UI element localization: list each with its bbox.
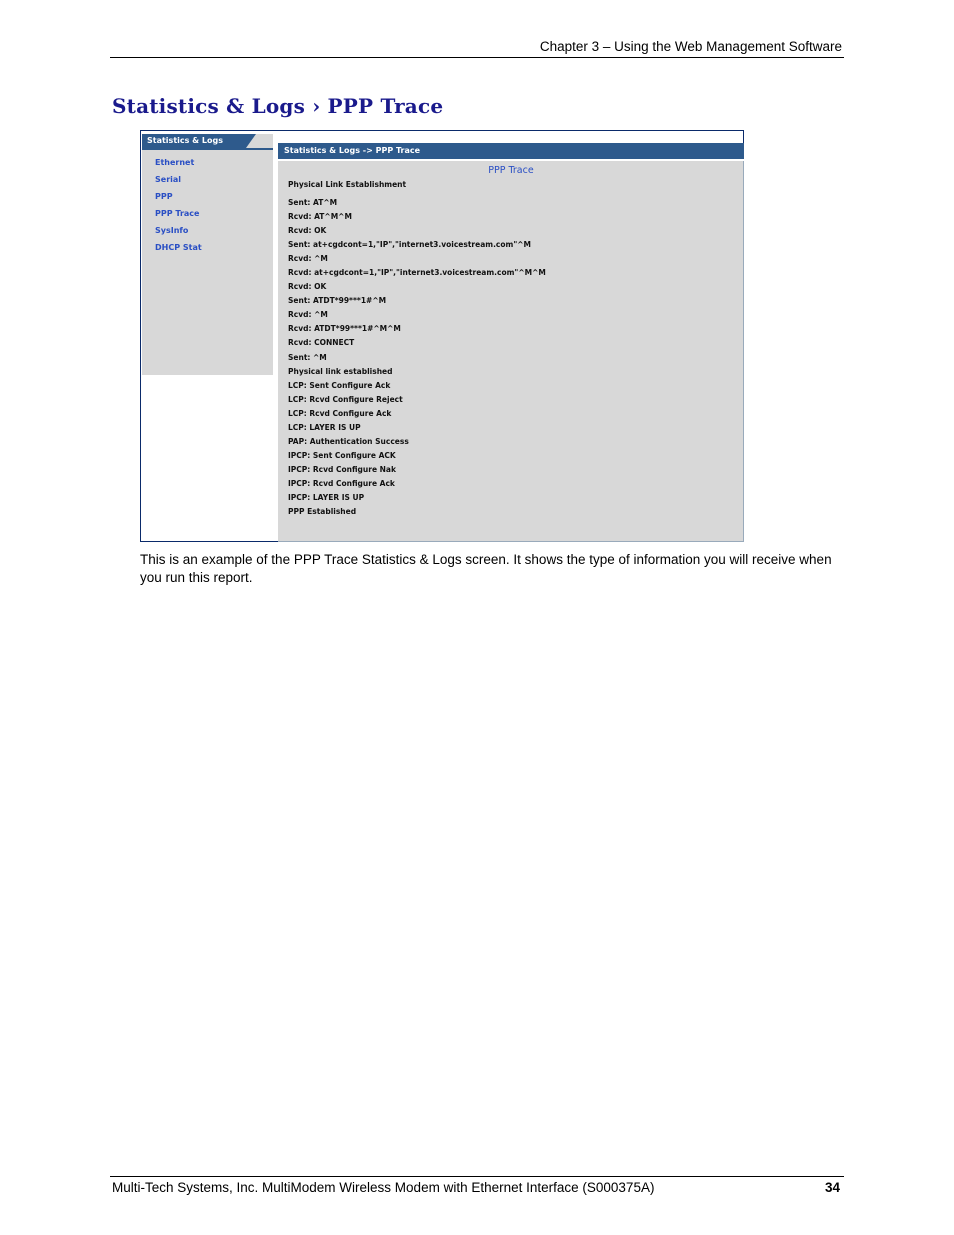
breadcrumb: Statistics & Logs -> PPP Trace: [278, 143, 744, 159]
trace-line: LCP: Rcvd Configure Reject: [288, 394, 403, 404]
trace-line: Rcvd: OK: [288, 226, 327, 236]
trace-line: IPCP: Rcvd Configure Ack: [288, 478, 395, 488]
trace-line: IPCP: Sent Configure ACK: [288, 450, 396, 460]
trace-line: Rcvd: CONNECT: [288, 338, 355, 348]
chapter-heading: Chapter 3 – Using the Web Management Software: [539, 39, 842, 54]
header-divider: [110, 57, 844, 58]
footer-divider: [110, 1176, 844, 1177]
trace-line: Rcvd: OK: [288, 282, 327, 292]
trace-line: Sent: at+cgdcont=1,"IP","internet3.voicestream.com"^M: [288, 240, 532, 250]
trace-line: LCP: Rcvd Configure Ack: [288, 408, 392, 418]
sidebar-item-ppp-trace[interactable]: PPP Trace: [155, 209, 200, 218]
figure-caption: This is an example of the PPP Trace Statistics & Logs screen. It shows the type of information you will receive when you run this report.: [140, 552, 832, 585]
page-title: PPP Trace: [488, 165, 534, 176]
trace-line: LCP: LAYER IS UP: [288, 422, 361, 432]
trace-line: PAP: Authentication Success: [288, 436, 409, 446]
sidebar-item-serial[interactable]: Serial: [155, 175, 182, 184]
trace-line: Rcvd: at+cgdcont=1,"IP","internet3.voicestream.com"^M^M: [288, 268, 546, 278]
trace-line: Rcvd: ATDT*99***1#^M^M: [288, 324, 401, 334]
main-panel: [278, 143, 744, 542]
sidebar-tab[interactable]: Statistics & Logs: [142, 134, 246, 148]
sidebar-menu: [155, 154, 202, 256]
trace-line: LCP: Sent Configure Ack: [288, 380, 391, 390]
trace-line: Sent: ^M: [288, 352, 327, 362]
trace-line: Physical link established: [288, 366, 393, 376]
trace-line: Rcvd: ^M: [288, 254, 328, 264]
sidebar-item-sysinfo[interactable]: SysInfo: [155, 226, 189, 235]
trace-line: PPP Established: [288, 507, 357, 517]
trace-line: IPCP: Rcvd Configure Nak: [288, 464, 396, 474]
sidebar-item-ethernet[interactable]: Ethernet: [155, 158, 195, 167]
sidebar-divider: [142, 148, 273, 150]
trace-line: Physical Link Establishment: [288, 180, 407, 189]
screenshot-frame: [140, 130, 744, 542]
sidebar-item-dhcp-stat[interactable]: DHCP Stat: [155, 243, 202, 252]
trace-line: IPCP: LAYER IS UP: [288, 492, 365, 502]
section-title: Statistics & Logs › PPP Trace: [112, 94, 444, 118]
trace-log: [288, 179, 546, 519]
footer-text: Multi-Tech Systems, Inc. MultiModem Wireless Modem with Ethernet Interface (S000375A): [112, 1180, 655, 1195]
sidebar: [142, 134, 273, 375]
sidebar-item-ppp[interactable]: PPP: [155, 192, 173, 201]
trace-line: Rcvd: ^M: [288, 310, 328, 320]
trace-line: Sent: ATDT*99***1#^M: [288, 296, 387, 306]
page-number: 34: [824, 1180, 840, 1195]
trace-line: Rcvd: AT^M^M: [288, 212, 352, 222]
trace-line: Sent: AT^M: [288, 198, 338, 207]
